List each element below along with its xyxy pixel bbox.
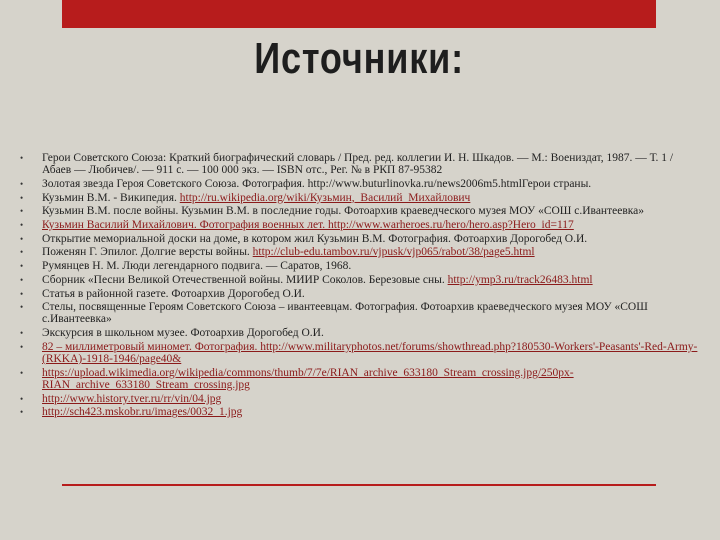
source-item-16	[20, 406, 700, 418]
bullet-icon: •	[20, 407, 24, 418]
bullet-icon: •	[20, 206, 24, 217]
source-text: Открытие мемориальной доски на доме, в котором жил Кузьмин В.М. Фотография. Фотоархив Дорогобед О.И.	[42, 232, 588, 245]
bullet-icon: •	[20, 233, 24, 244]
source-link[interactable]: http://sch423.mskobr.ru/images/0032_1.jpg	[42, 406, 243, 419]
source-item-8	[20, 260, 700, 272]
source-item-3	[20, 192, 700, 204]
top-accent-bar	[62, 0, 656, 28]
source-item-13	[20, 341, 700, 365]
source-link[interactable]: http://club-edu.tambov.ru/vjpusk/vjp065/rabot/38/page5.html	[252, 246, 535, 259]
bullet-icon: •	[20, 328, 24, 339]
source-link[interactable]: 82 – миллиметровый миномет. Фотография. http://www.militaryphotos.net/forums/showthread.php?180530-Workers'-Peasants'-Red-Army-(RKKA)-1918-1946/page40&	[42, 340, 698, 366]
source-text: Кузьмин В.М. после войны. Кузьмин В.М. в последние годы. Фотоархив краеведческого музея МОУ «СОШ с.Ивантеевка»	[42, 205, 645, 218]
bullet-icon: •	[20, 220, 24, 231]
source-text: Кузьмин В.М. - Википедия.	[42, 191, 180, 204]
source-text: Герои Советского Союза: Краткий биографический словарь / Пред. ред. коллегии И. Н. Шкадов. — М.: Воениздат, 1987. — Т. 1 /Абаев — Любичев/. — 911 с. — 100 000 экз. — ISBN отс., Рег. № в РКП 87-95382	[42, 152, 674, 177]
sources-list	[20, 152, 700, 420]
source-text: Стелы, посвященные Героям Советского Союза – ивантеевцам. Фотография. Фотоархив краеведческого музея МОУ «СОШ с.Ивантеевка»	[42, 301, 648, 326]
bullet-icon: •	[20, 153, 24, 163]
slide-title: Источники:	[254, 34, 464, 83]
source-item-15	[20, 393, 700, 405]
source-link[interactable]: http://ru.wikipedia.org/wiki/Кузьмин,_Василий_Михайлович	[179, 191, 471, 204]
source-text: Статья в районной газете. Фотоархив Дорогобед О.И.	[42, 287, 305, 300]
source-item-2	[20, 178, 700, 190]
bullet-icon: •	[20, 341, 24, 352]
source-link[interactable]: https://upload.wikimedia.org/wikipedia/commons/thumb/7/7e/RIAN_archive_633180_Stream_crossing.jpg/250px-RIAN_archive_633180_Stream_crossing.jpg	[42, 366, 574, 391]
source-item-14	[20, 367, 700, 391]
source-text: Экскурсия в школьном музее. Фотоархив Дорогобед О.И.	[42, 327, 324, 340]
bullet-icon: •	[20, 192, 24, 203]
source-text: Золотая звезда Героя Советского Союза. Фотография. http://www.buturlinovka.ru/news2006m5.htmlГерои страны.	[42, 177, 592, 190]
bottom-accent-line	[62, 484, 656, 486]
bullet-icon: •	[20, 274, 24, 285]
bullet-icon: •	[20, 288, 24, 299]
source-item-10	[20, 288, 700, 300]
bullet-icon: •	[20, 247, 24, 258]
source-item-7	[20, 246, 700, 258]
source-link[interactable]: http://ymp3.ru/track26483.html	[447, 273, 593, 286]
source-item-6	[20, 233, 700, 245]
bullet-icon: •	[20, 178, 24, 189]
bullet-icon: •	[20, 302, 24, 313]
source-item-4	[20, 205, 700, 217]
source-item-12	[20, 327, 700, 339]
source-item-11	[20, 301, 700, 325]
bullet-icon: •	[20, 367, 24, 378]
source-text: Сборник «Песни Великой Отечественной войны. МИИР Соколов. Березовые сны.	[42, 273, 448, 286]
source-text: Румянцев Н. М. Люди легендарного подвига. — Саратов, 1968.	[42, 260, 352, 273]
source-item-5	[20, 219, 700, 231]
bullet-icon: •	[20, 393, 24, 404]
source-item-1	[20, 152, 700, 176]
source-link[interactable]: http://www.history.tver.ru/rr/vin/04.jpg	[42, 392, 222, 405]
bullet-icon: •	[20, 261, 24, 272]
source-text: Поженян Г. Эпилог. Долгие версты войны.	[42, 246, 253, 259]
source-link[interactable]: Кузьмин Василий Михайлович. Фотография военных лет. http://www.warheroes.ru/hero/hero.asp?Hero_id=117	[42, 219, 574, 232]
source-item-9	[20, 274, 700, 286]
